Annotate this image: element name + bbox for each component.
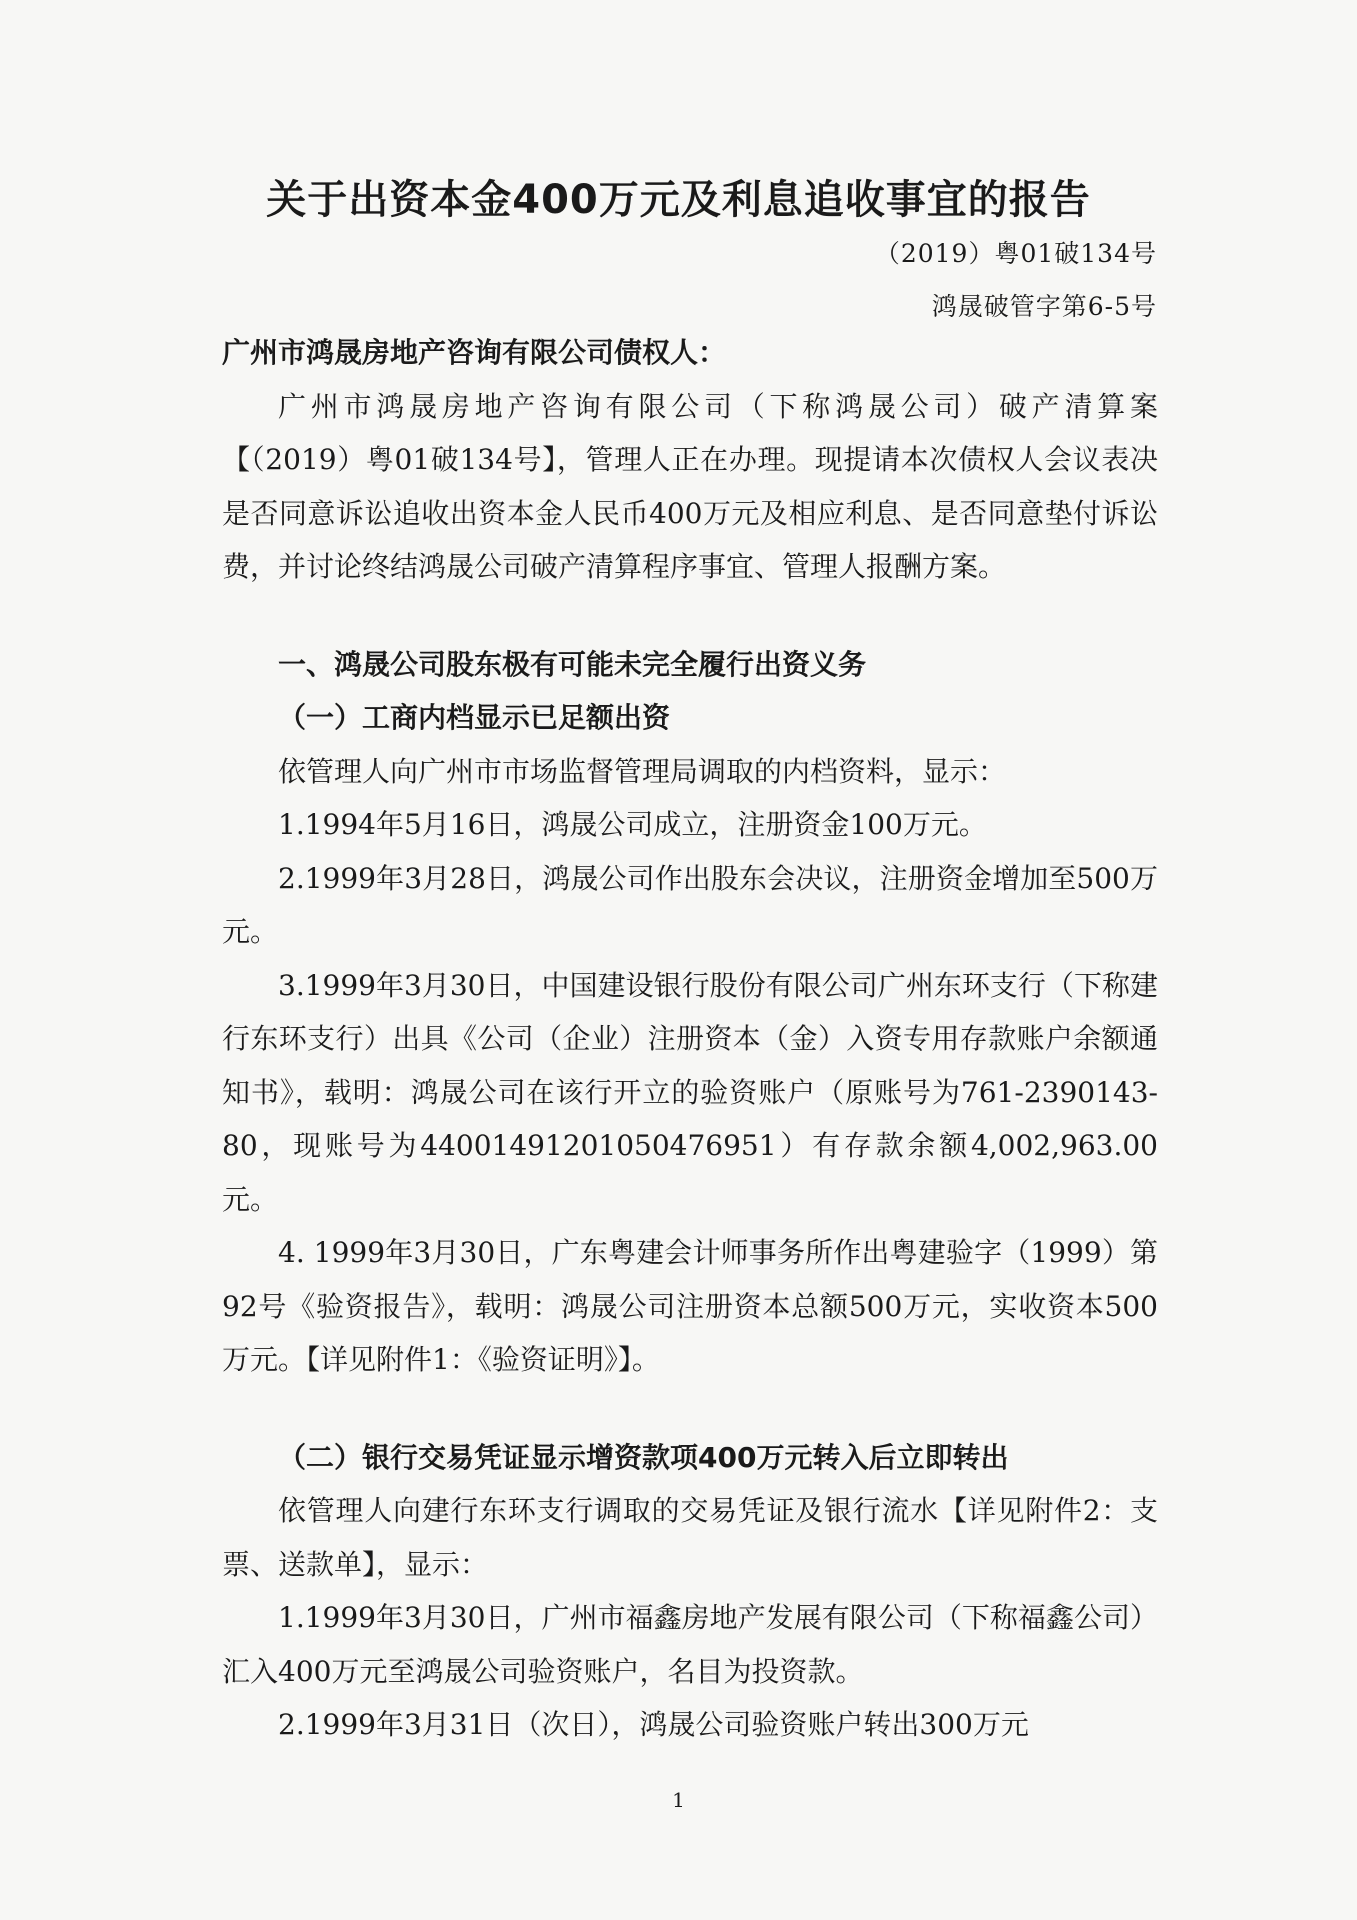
addressee: 广州市鸿晟房地产咨询有限公司债权人：: [222, 336, 727, 369]
page-title: 关于出资本金400万元及利息追收事宜的报告: [266, 177, 1091, 223]
section-heading-1: 一、鸿晟公司股东极有可能未完全履行出资义务: [278, 647, 867, 681]
subsection-heading-2: （二）银行交易凭证显示增资款项400万元转入后立即转出: [278, 1440, 1009, 1474]
list-item: 2.1999年3月28日，鸿晟公司作出股东会决议，注册资金增加至500万元。: [222, 861, 1158, 948]
list-item: 2.1999年3月31日（次日），鸿晟公司验资账户转出300万元: [278, 1708, 1029, 1741]
case-number: （2019）粤01破134号: [874, 239, 1157, 268]
list-item: 4. 1999年3月30日，广东粤建会计师事务所作出粤建验字（1999）第92号《验资报告》，载明：鸿晟公司注册资本总额500万元，实收资本500万元。【详见附件1：《验资证明》】。: [222, 1236, 1158, 1376]
subsection-1-lead: 依管理人向广州市市场监督管理局调取的内档资料，显示：: [278, 754, 1007, 788]
page-number: 1: [672, 1788, 685, 1812]
list-item: 3.1999年3月30日，中国建设银行股份有限公司广州东环支行（下称建行东环支行）出具《公司（企业）注册资本（金）入资专用存款账户余额通知书》，载明：鸿晟公司在该行开立的验资账户（原账号为761-2390143-80，现账号为44001491201050476951）有存款余额4,002,963.00元。: [222, 968, 1158, 1216]
list-item: 1.1994年5月16日，鸿晟公司成立，注册资金100万元。: [278, 808, 987, 841]
list-item: 1.1999年3月30日，广州市福鑫房地产发展有限公司（下称福鑫公司）汇入400万元至鸿晟公司验资账户，名目为投资款。: [222, 1601, 1158, 1688]
document-body: [222, 326, 1158, 1752]
intro-paragraph: 广州市鸿晟房地产咨询有限公司（下称鸿晟公司）破产清算案【（2019）粤01破134号】，管理人正在办理。现提请本次债权人会议表决是否同意诉讼追收出资本金人民币400万元及相应利息、是否同意垫付诉讼费，并讨论终结鸿晟公司破产清算程序事宜、管理人报酬方案。: [222, 389, 1158, 583]
subsection-heading-1: （一）工商内档显示已足额出资: [278, 701, 671, 734]
subsection-2-lead: 依管理人向建行东环支行调取的交易凭证及银行流水【详见附件2：支票、送款单】，显示：: [222, 1494, 1158, 1581]
document-number: 鸿晟破管字第6-5号: [931, 292, 1157, 321]
